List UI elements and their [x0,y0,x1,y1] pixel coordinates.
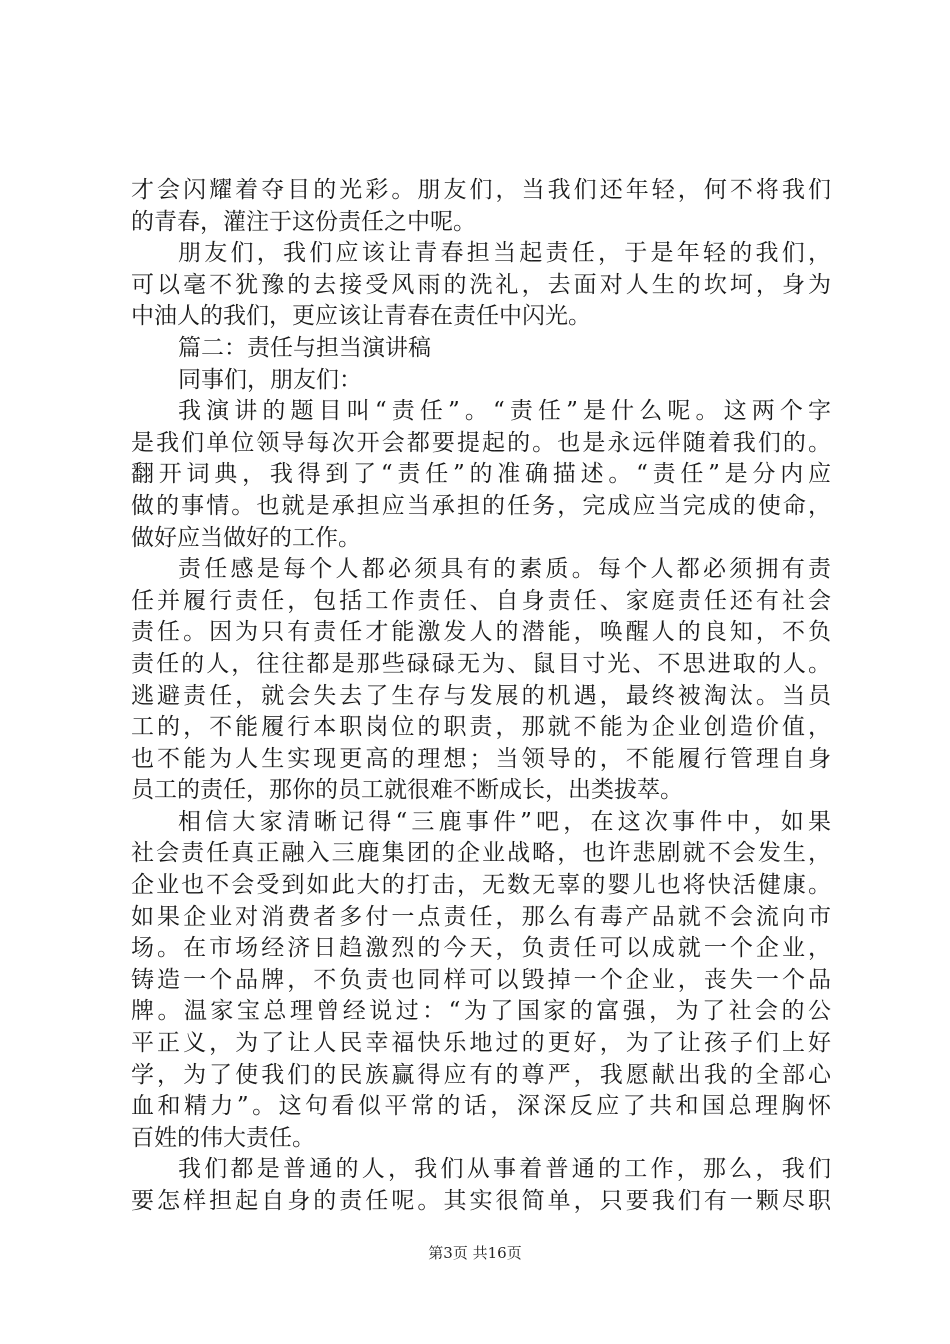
text-line: 血和精力”。这句看似平常的话，深深反应了共和国总理胸怀 [131,1093,831,1120]
text-line: 铸造一个品牌，不负责也同样可以毁掉一个企业，丧失一个品 [131,966,831,993]
text-line: 是我们单位领导每次开会都要提起的。也是永远伴随着我们的。 [131,429,831,456]
text-line: 同事们，朋友们： [178,366,362,393]
text-line: 翻开词典，我得到了“责任”的准确描述。“责任”是分内应 [131,461,831,488]
text-line: 篇二：责任与担当演讲稿 [178,334,431,361]
text-line: 逃避责任，就会失去了生存与发展的机遇，最终被淘汰。当员 [131,682,831,709]
text-line: 百姓的伟大责任。 [131,1124,315,1151]
text-line: 企业也不会受到如此大的打击，无数无辜的婴儿也将快活健康。 [131,872,831,899]
document-body [131,175,831,1218]
text-line: 可以毫不犹豫的去接受风雨的洗礼，去面对人生的坎坷，身为 [131,271,831,298]
text-line: 员工的责任，那你的员工就很难不断成长，出类拔萃。 [131,777,683,804]
text-line: 责任。因为只有责任才能激发人的潜能，唤醒人的良知，不负 [131,619,831,646]
text-line: 社会责任真正融入三鹿集团的企业战略，也许悲剧就不会发生， [131,840,831,867]
text-line: 任并履行责任，包括工作责任、自身责任、家庭责任还有社会 [131,587,831,614]
text-line: 学，为了使我们的民族赢得应有的尊严，我愿献出我的全部心 [131,1061,831,1088]
text-line: 我演讲的题目叫“责任”。“责任”是什么呢。这两个字 [178,398,831,425]
text-line: 场。在市场经济日趋激烈的今天，负责任可以成就一个企业， [131,935,831,962]
text-line: 平正义，为了让人民幸福快乐地过的更好，为了让孩子们上好 [131,1030,831,1057]
text-line: 朋友们，我们应该让青春担当起责任，于是年轻的我们， [178,240,831,267]
text-line: 如果企业对消费者多付一点责任，那么有毒产品就不会流向市 [131,903,831,930]
text-line: 工的，不能履行本职岗位的职责，那就不能为企业创造价值， [131,714,831,741]
page-footer: 第3页 共16页 [428,1244,522,1262]
text-line: 责任的人，往往都是那些碌碌无为、鼠目寸光、不思进取的人。 [131,650,831,677]
text-line: 才会闪耀着夺目的光彩。朋友们，当我们还年轻，何不将我们 [131,177,831,203]
text-line: 的青春，灌注于这份责任之中呢。 [131,208,476,235]
text-line: 我们都是普通的人，我们从事着普通的工作，那么，我们 [178,1156,831,1183]
text-line: 中油人的我们，更应该让青春在责任中闪光。 [131,303,591,330]
text-line: 做好应当做好的工作。 [131,524,361,551]
text-line: 牌。温家宝总理曾经说过：“为了国家的富强，为了社会的公 [131,998,831,1025]
text-line: 相信大家清晰记得“三鹿事件”吧，在这次事件中，如果 [178,808,831,835]
text-line: 责任感是每个人都必须具有的素质。每个人都必须拥有责 [178,556,831,583]
text-line: 做的事情。也就是承担应当承担的任务，完成应当完成的使命， [131,492,831,519]
text-line: 也不能为人生实现更高的理想；当领导的，不能履行管理自身 [131,745,831,772]
text-line: 要怎样担起自身的责任呢。其实很简单，只要我们有一颗尽职 [131,1188,831,1214]
